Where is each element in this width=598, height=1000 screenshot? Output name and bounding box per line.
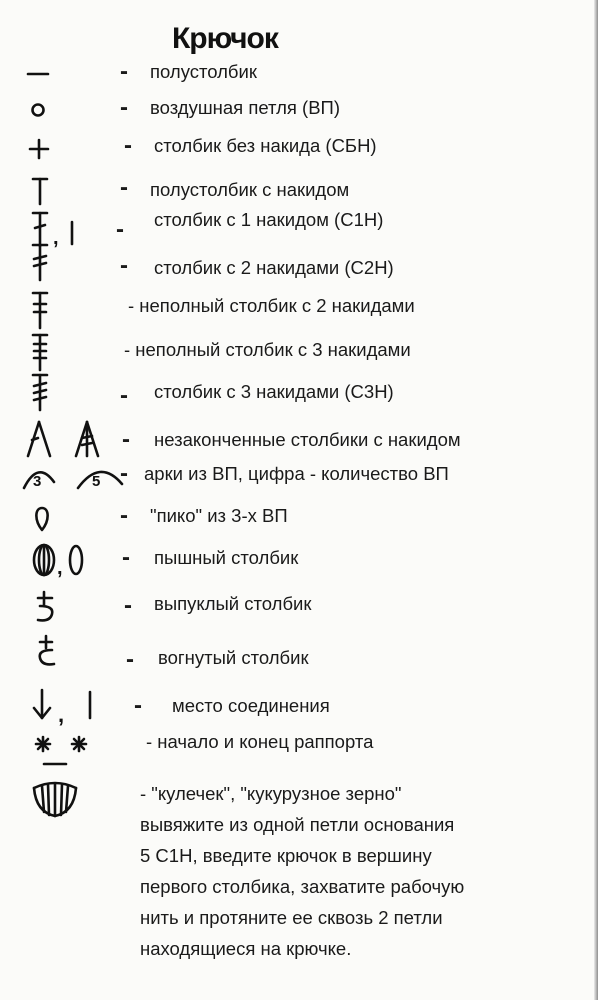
page-title: Крючок [172, 22, 278, 55]
join-arrow-symbol-icon [30, 688, 100, 727]
legend-text: столбик без накида (СБН) [154, 135, 377, 156]
legend-text: - неполный столбик с 3 накидами [124, 339, 411, 360]
arch-symbol-icon [20, 460, 130, 494]
t-two-bars-symbol-icon [30, 242, 52, 282]
dash-symbol-icon [26, 70, 50, 80]
legend-dash: - [122, 544, 130, 571]
recessed-stitch-symbol-icon [34, 634, 58, 670]
legend-text: полустолбик с накидом [150, 179, 350, 200]
separator-comma: , [57, 557, 63, 579]
t-symbol-icon [30, 176, 50, 206]
arch-count-3: 3 [33, 473, 42, 490]
picot-symbol-icon [32, 504, 54, 534]
asterisks-symbol-icon [34, 734, 94, 754]
separator-comma: , [58, 702, 65, 727]
legend-dash: - [120, 502, 128, 529]
legend-dash: - [120, 252, 128, 279]
legend-text: вогнутый столбик [158, 647, 309, 668]
legend-dash: - [134, 692, 142, 719]
legend-dash: - [116, 216, 124, 243]
legend-text: полустолбик [150, 61, 257, 82]
legend-text: столбик с 3 накидами (С3Н) [154, 381, 394, 402]
popcorn-description: - "кулечек", "кукурузное зерно" вывяжите из одной петли основания 5 С1Н, введите крючок в вершину первого столбика, захватите рабочую нить и протяните ее сквозь 2 петли находящиеся на крючке. [140, 783, 465, 959]
legend-dash: - [120, 174, 128, 201]
puff-stitch-symbol-icon [30, 542, 102, 580]
separator-comma: , [53, 227, 59, 249]
popcorn-symbol-icon [30, 760, 80, 832]
legend-text: пышный столбик [154, 547, 299, 568]
circle-symbol-icon [30, 102, 46, 118]
legend-text: - начало и конец раппорта [146, 731, 374, 752]
raised-stitch-symbol-icon [34, 592, 58, 626]
legend-text: место соединения [172, 695, 330, 716]
legend-dash: - [120, 58, 128, 85]
arch-count-5: 5 [92, 473, 101, 490]
legend-text: воздушная петля (ВП) [150, 97, 340, 118]
unfinished-stitches-symbol-icon [24, 418, 114, 460]
legend-text: столбик с 1 накидом (С1Н) [154, 209, 384, 230]
legend-text: выпуклый столбик [154, 593, 312, 614]
legend-text: "пико" из 3-х ВП [150, 505, 288, 526]
legend-dash: - [120, 94, 128, 121]
t-three-bars-partial-symbol-icon [30, 332, 52, 372]
legend-dash: - [124, 592, 132, 619]
legend-text: арки из ВП, цифра - количество ВП [144, 463, 449, 484]
legend-dash: - [120, 460, 128, 487]
legend-text: столбик с 2 накидами (С2Н) [154, 257, 394, 278]
legend-dash: - [120, 382, 128, 409]
t-three-bars-symbol-icon [30, 372, 52, 412]
page-edge [594, 0, 598, 1000]
legend-dash: - [126, 646, 134, 673]
legend-dash: - [124, 132, 132, 159]
legend-dash: - [122, 426, 130, 453]
legend-text: - неполный столбик с 2 накидами [128, 295, 415, 316]
plus-symbol-icon [28, 138, 50, 160]
legend-text: незаконченные столбики с накидом [154, 429, 461, 450]
t-two-bars-partial-symbol-icon [30, 290, 52, 330]
